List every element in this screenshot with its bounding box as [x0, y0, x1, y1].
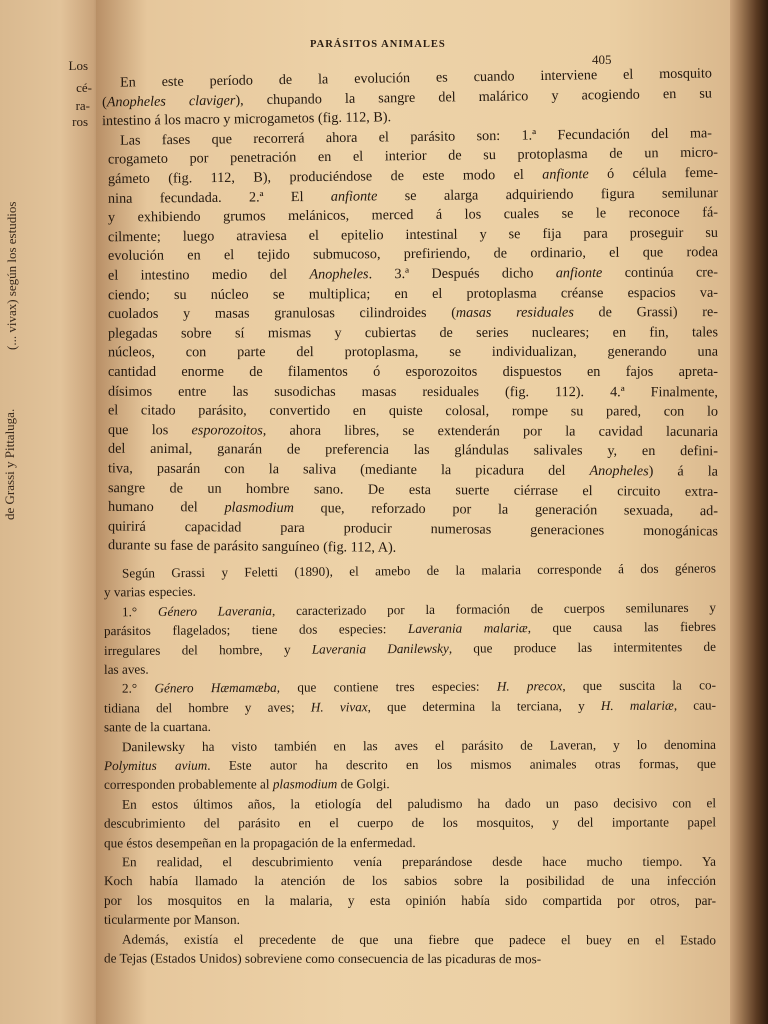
text-line — [104, 834, 716, 851]
text-span: intestino á los macro y microgametos (fig. 112, B). — [101, 109, 392, 130]
text-line — [108, 403, 718, 421]
text-span: cilmente; luego atraviesa el epitelio intestinal y se fija para proseguir su — [107, 224, 719, 246]
text-span: que los — [107, 421, 192, 439]
italic-term: plasmodium — [224, 499, 294, 517]
text-span: tidiana del hombre y aves; — [103, 699, 311, 716]
text-span: , que determina la terciana, y — [367, 697, 601, 715]
text-span: , cau- — [673, 697, 717, 713]
text-line — [104, 893, 716, 909]
text-line — [104, 756, 716, 774]
text-span: 2.° — [121, 680, 155, 697]
text-line — [122, 931, 716, 948]
text-line — [104, 912, 716, 928]
text-line — [122, 736, 716, 754]
text-span: En estos últimos años, la etiología del paludismo ha dado un paso decisivo con el — [121, 795, 717, 812]
text-line — [104, 775, 716, 793]
text-span: , que suscita la co- — [562, 677, 717, 694]
rotated-margin-line: de Grassi y Pittaluga. — [2, 408, 17, 520]
text-span: que éstos desempeñan en la propagación de la enfermedad. — [103, 834, 416, 851]
text-span: parásitos flagelados; tiene dos especies: — [103, 621, 409, 639]
text-span: y exhibiendo grumos melánicos, merced á los cuales se le reconoce fá- — [107, 204, 719, 226]
text-span: ) á la — [648, 463, 719, 480]
text-span: ticularmente por Manson. — [103, 911, 240, 928]
text-span: del animal, ganarán de preferencia las glándulas salivales y, en defini- — [107, 441, 719, 460]
text-span: Danilewsky ha visto también en las aves el parásito de Laveran, y lo denomina — [121, 736, 717, 754]
text-span: Según Grassi y Feletti (1890), el amebo de la malaria corresponde á dos géneros — [121, 560, 717, 581]
text-span: Koch había llamado la atención de los sabios sobre la posibilidad de una infección — [103, 873, 717, 889]
text-line — [104, 873, 716, 889]
text-span: En realidad, el descubrimiento venía preparándose desde hace mucho tiempo. Ya — [121, 853, 717, 870]
text-span: irregulares del hombre, y — [103, 641, 312, 658]
italic-term: Laverania Danilewsky — [311, 640, 449, 657]
text-span: durante su fase de parásito sanguíneo (fig. 112, A). — [107, 537, 397, 557]
text-line — [108, 480, 718, 501]
italic-term: H. vivax — [310, 699, 368, 715]
text-span: gámeto (fig. 112, B), produciéndose de este modo el — [107, 166, 543, 188]
text-line — [122, 854, 716, 871]
text-span: , caracterizado por la formación de cuerpos semilunares y — [271, 599, 717, 618]
text-span: se alarga adquiriendo figura semilunar — [377, 184, 719, 204]
text-line — [104, 815, 716, 832]
italic-term: Anopheles claviger — [106, 92, 236, 110]
text-span: sangre de un hombre sano. De esta suerte ciérrase el circuito extra- — [107, 479, 719, 500]
italic-term: Anopheles — [589, 462, 649, 480]
text-span: ó célula feme- — [588, 164, 719, 183]
text-span: 1.° — [121, 603, 158, 620]
text-line — [108, 383, 718, 401]
text-span: nina fecundada. 2.ª El — [107, 188, 331, 207]
text-span: ( — [101, 93, 107, 111]
text-span: ), chupando la sangre del malárico y acogiendo en su — [235, 85, 713, 109]
text-line — [108, 304, 718, 323]
text-span: las aves. — [103, 661, 149, 677]
text-span: el citado parásito, convertido en quiste colosal, rompe su pared, con lo — [107, 402, 719, 420]
text-span: quirirá capacidad para producir numerosas generaciones monogánicas — [107, 518, 719, 540]
text-span: de Tejas (Estados Unidos) sobreviene como consecuencia de las picaduras de mos- — [103, 950, 542, 967]
italic-term: H. precox — [496, 678, 563, 694]
text-span: humano del — [107, 498, 225, 516]
text-span: descubrimiento del parásito en el cuerpo de los mosquitos, y del importante papel — [103, 814, 717, 831]
text-span: corresponden probablemente al — [103, 776, 273, 793]
text-span: continúa cre- — [602, 264, 719, 282]
text-span: de Grassi) re- — [573, 304, 719, 321]
margin-word: Los — [68, 58, 88, 73]
italic-term: Laverania malariæ — [407, 620, 528, 637]
text-line — [122, 795, 716, 812]
text-span: . 3.ª Después dicho — [368, 265, 556, 283]
left-page — [0, 0, 110, 1024]
text-span: el intestino medio del — [107, 266, 310, 284]
text-span: cantidad enorme de filamentos ó esporozoitos dispuestos en fajos apreta- — [108, 364, 718, 380]
italic-term: masas residuales — [455, 304, 574, 322]
italic-term: Género Hæmamæba — [154, 680, 277, 696]
text-line — [104, 697, 716, 716]
italic-term: Polymitus avium — [103, 757, 208, 774]
text-span: por los mosquitos en la malaria, y esta opinión había sido compartida por otros, par- — [103, 892, 717, 908]
margin-word: ros — [72, 114, 88, 129]
text-span: que, reforzado por la generación sexuada, ad- — [293, 500, 719, 520]
text-span: plegadas sobre sí mismas y cubiertas de series nucleares; en fin, tales — [107, 324, 719, 342]
text-span: ciendo; su núcleo se multiplica; en el protoplasma créanse espacios va- — [107, 284, 719, 303]
italic-term: anfionte — [330, 187, 378, 205]
text-span: , que causa las fiebres — [527, 618, 717, 636]
italic-term: anfionte — [542, 166, 589, 183]
text-span: Además, existía el precedente de que una fiebre que padece el buey en el Estado — [121, 931, 717, 947]
text-span: núcleos, con parte del protoplasma, se individualizan, generando una — [107, 344, 719, 361]
italic-term: Anopheles — [309, 266, 369, 283]
text-line — [108, 364, 718, 381]
text-line — [108, 344, 718, 362]
book-edge — [730, 0, 768, 1024]
text-span: de Golgi. — [337, 776, 390, 792]
text-span: tiva, pasarán con la saliva (mediante la picadura del — [107, 460, 590, 479]
running-title: PARÁSITOS ANIMALES — [310, 39, 446, 50]
italic-term: Género Laverania — [157, 602, 273, 619]
text-span: , que contiene tres especies: — [276, 678, 497, 696]
rotated-margin-line: (... vivax) según los estudios — [4, 201, 19, 350]
page-number: 405 — [592, 52, 612, 67]
text-span: , que produce las intermitentes de — [448, 638, 717, 656]
text-span: dísimos entre las susodichas masas residuales (fig. 112). 4.ª Finalmente, — [107, 383, 719, 400]
margin-word: cé- — [76, 80, 92, 95]
text-line — [108, 324, 718, 342]
italic-term: plasmodium — [272, 776, 338, 792]
text-line — [104, 950, 716, 967]
margin-word: ra- — [75, 98, 90, 113]
text-span: Las fases que recorrerá ahora el parásito son: 1.ª Fecundación del ma- — [119, 125, 713, 149]
italic-term: esporozoitos — [191, 422, 263, 439]
text-span: . Este autor ha descrito en los mismos animales otras formas, que — [207, 755, 717, 773]
text-span: crogameto por penetración en el interior de su protoplasma de un micro- — [107, 144, 719, 168]
text-line — [108, 264, 718, 284]
text-span: evolución en el tejido submucoso, prefiriendo, de ordinario, el que rodea — [107, 244, 719, 265]
text-line — [108, 460, 718, 480]
text-span: , ahora libres, se extenderán por la cavidad lacunaria — [262, 422, 719, 440]
text-line — [108, 422, 718, 441]
text-line — [108, 441, 718, 461]
text-span: y varias especies. — [103, 584, 196, 600]
text-span: En este período de la evolución es cuando interviene el mosquito — [119, 65, 713, 91]
italic-term: H. malariæ — [600, 697, 674, 713]
italic-term: anfionte — [555, 265, 603, 282]
text-line — [104, 717, 716, 736]
text-line — [108, 284, 718, 304]
text-span: cuolados y masas granulosas cilindroides ( — [107, 305, 456, 323]
text-span: sante de la cuartana. — [103, 719, 211, 735]
